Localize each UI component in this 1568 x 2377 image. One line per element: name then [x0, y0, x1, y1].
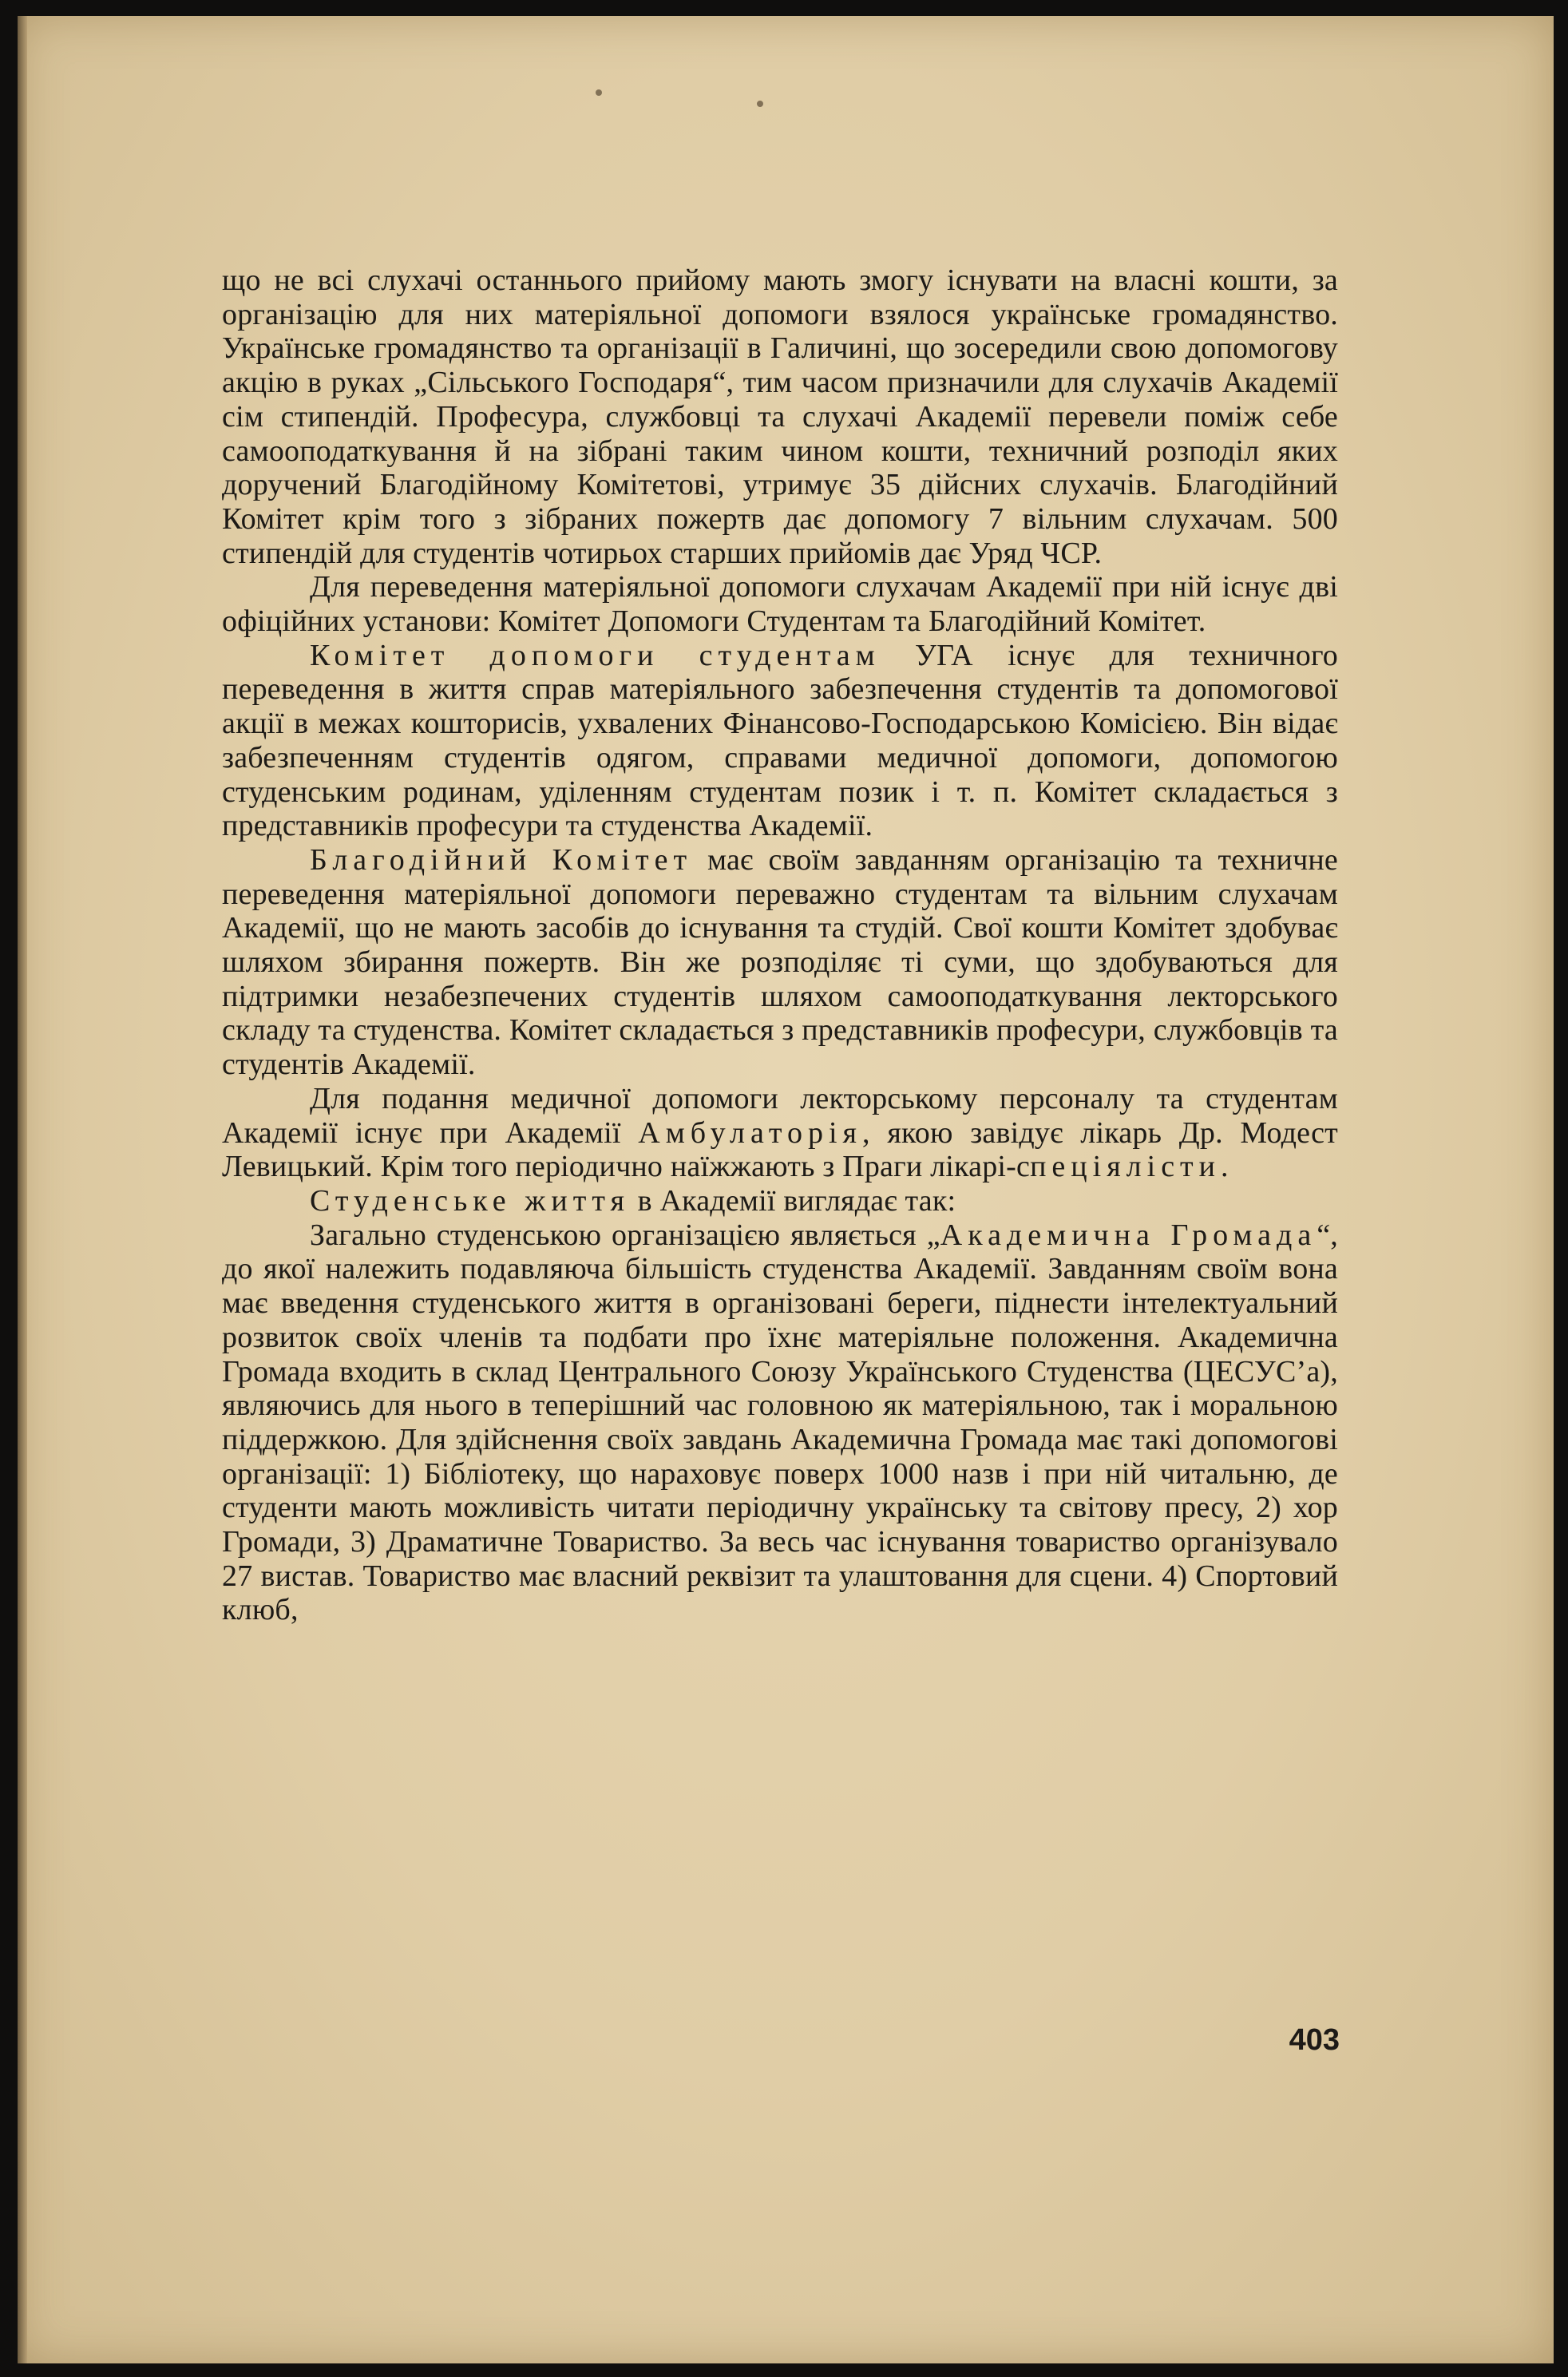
paragraph-text: УГА існує для техничного переведення в життя справ матеріяльного забезпечення студентів та допомогової акції в межах кошторисів, ухвалених Фінансово-Господарською Комісією. Він відає забезпеченням студентів одягом, справами медичної допомоги, допомогою студенським родинам, уділенням студентам позик і т. п. Комітет складається з представників професури та студенства Академії.	[222, 638, 1338, 843]
spaced-emphasis-text: Академична Громада	[940, 1218, 1317, 1252]
spaced-emphasis-text: Амбулаторія	[638, 1115, 862, 1150]
page-number: 403	[1289, 2023, 1340, 2057]
paragraph-text: .	[1221, 1150, 1229, 1184]
paragraph-text: Загально студенською організацією являється „	[310, 1218, 940, 1252]
spaced-emphasis-text: Благодійний Комітет	[310, 842, 693, 877]
paragraph	[222, 1218, 1338, 1627]
paragraph-text: в Академії виглядає так:	[629, 1183, 956, 1218]
paragraph	[222, 263, 1338, 570]
page-spine-edge	[18, 16, 27, 2363]
paper-speck	[596, 89, 602, 96]
paragraph-text: що не всі слухачі останнього прийому мають змогу існувати на власні кошти, за організацію для них матеріяльної допомоги взялося українське громадянство. Українське громадянство та організації в Галичині, що зосередили свою допомогову акцію в руках „Сільського Господаря“, тим часом призначили для слухачів Академії сім стипендій. Професура, службовці та слухачі Академії перевели поміж себе самооподаткування й на зібрані таким чином кошти, техничний розподіл яких доручений Благодійному Комітетові, утримує 35 дійсних слухачів. Благодійний Комітет крім того з зібраних пожертв дає допомогу 7 вільним слухачам. 500 стипендій для студентів чотирьох старших прийомів дає Уряд ЧСР.	[222, 263, 1338, 570]
paragraph-text: має своїм завданням організацію та техничне переведення матеріяльної допомоги переважно студентам та вільним слухачам Академії, що не мають засобів до існування та студій. Свої кошти Комітет здобуває шляхом збирання пожертв. Він же розподіляє ті суми, що здобуваються для підтримки незабезпечених студентів шляхом самооподаткування лекторського складу та студенства. Комітет складається з представників професури, службовців та студентів Академії.	[222, 842, 1339, 1082]
paragraph-text: , якою завідує лікарь Др. Модест Левицький. Крім того періодично наїжжають з Праги лікарі-с	[222, 1115, 1338, 1184]
paragraph-text: Для подання медичної допомоги лекторському персоналу та студентам Академії існує при Академії	[222, 1081, 1338, 1150]
paragraph	[222, 1184, 1338, 1218]
spaced-emphasis-text: Студенське життя	[310, 1183, 630, 1218]
paragraph	[222, 1082, 1338, 1184]
spaced-emphasis-text: Комітет допомоги студентам	[310, 638, 881, 672]
paper-speck	[757, 101, 763, 107]
paragraph-text: “, до якої належить подавляюча більшість студенства Академії. Завданням своїм вона має введення студенського життя в організовані береги, піднести інтелектуальний розвиток своїх членів та подбати про їхнє матеріяльне положення. Академична Громада входить в склад Центрального Союзу Українського Студенства (ЦЕСУС’а), являючись для нього в теперішний час головною як матеріяльною, так і моральною піддержкою. Для здійснення своїх завдань Академична Громада має такі допомогові організації: 1) Бібліотеку, що нараховує поверх 1000 назв і при ній читальню, де студенти мають можливість читати періодичну українську та світову пресу, 2) хор Громади, 3) Драматичне Товариство. За весь час існування товариство організувало 27 вистав. Товариство має власний реквізит та улаштовання для сцени. 4) Спортовий клюб,	[222, 1218, 1339, 1627]
spaced-emphasis-text: пеціялісти	[1030, 1150, 1221, 1184]
paragraph-text: Для переведення матеріяльної допомоги слухачам Академії при ній існує дві офіційних установи: Комітет Допомоги Студентам та Благодійний Комітет.	[222, 570, 1338, 639]
body-text	[222, 263, 1338, 1627]
paragraph	[222, 639, 1338, 843]
paragraph	[222, 843, 1338, 1082]
paragraph	[222, 570, 1338, 638]
